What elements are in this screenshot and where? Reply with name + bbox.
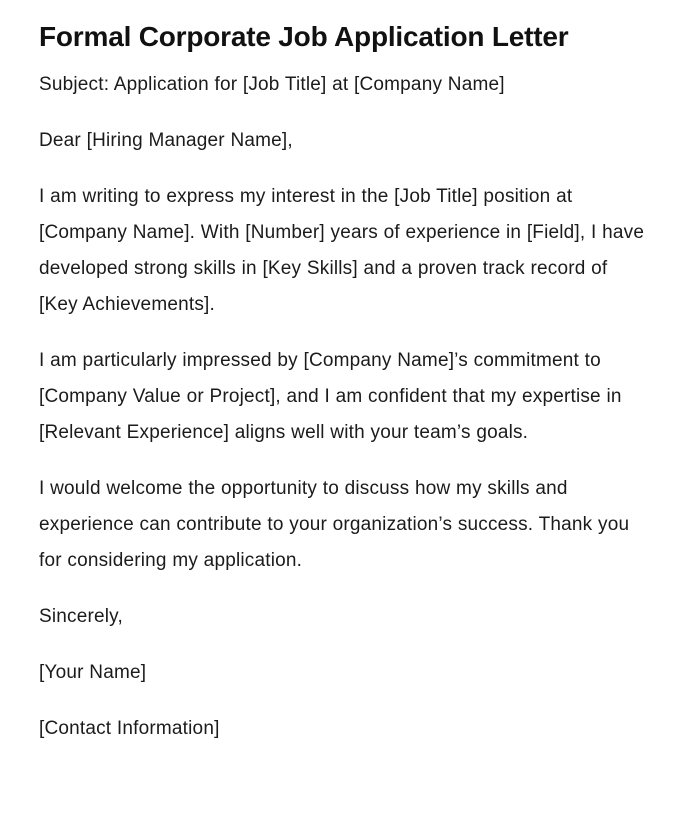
letter-body (39, 67, 651, 747)
contact-information: [Contact Information] (39, 718, 220, 739)
subject-line: Subject: Application for [Job Title] at [Company Name] (39, 74, 505, 95)
closing-salutation: Sincerely, (39, 606, 123, 627)
signature-name: [Your Name] (39, 662, 147, 683)
body-paragraph-3: I would welcome the opportunity to discuss how my skills and experience can contribute to your organization’s success. Thank you for considering my application. (39, 478, 630, 571)
body-paragraph-2: I am particularly impressed by [Company Name]’s commitment to [Company Value or Project], and I am confident that my expertise in [Relevant Experience] aligns well with your team’s goals. (39, 350, 622, 443)
body-paragraph-1: I am writing to express my interest in the [Job Title] position at [Company Name]. With [Number] years of experience in [Field], I have developed strong skills in [Key Skills] and a proven track record of [Key Achievements]. (39, 186, 645, 315)
page-title: Formal Corporate Job Application Letter (39, 21, 569, 52)
salutation: Dear [Hiring Manager Name], (39, 130, 293, 151)
